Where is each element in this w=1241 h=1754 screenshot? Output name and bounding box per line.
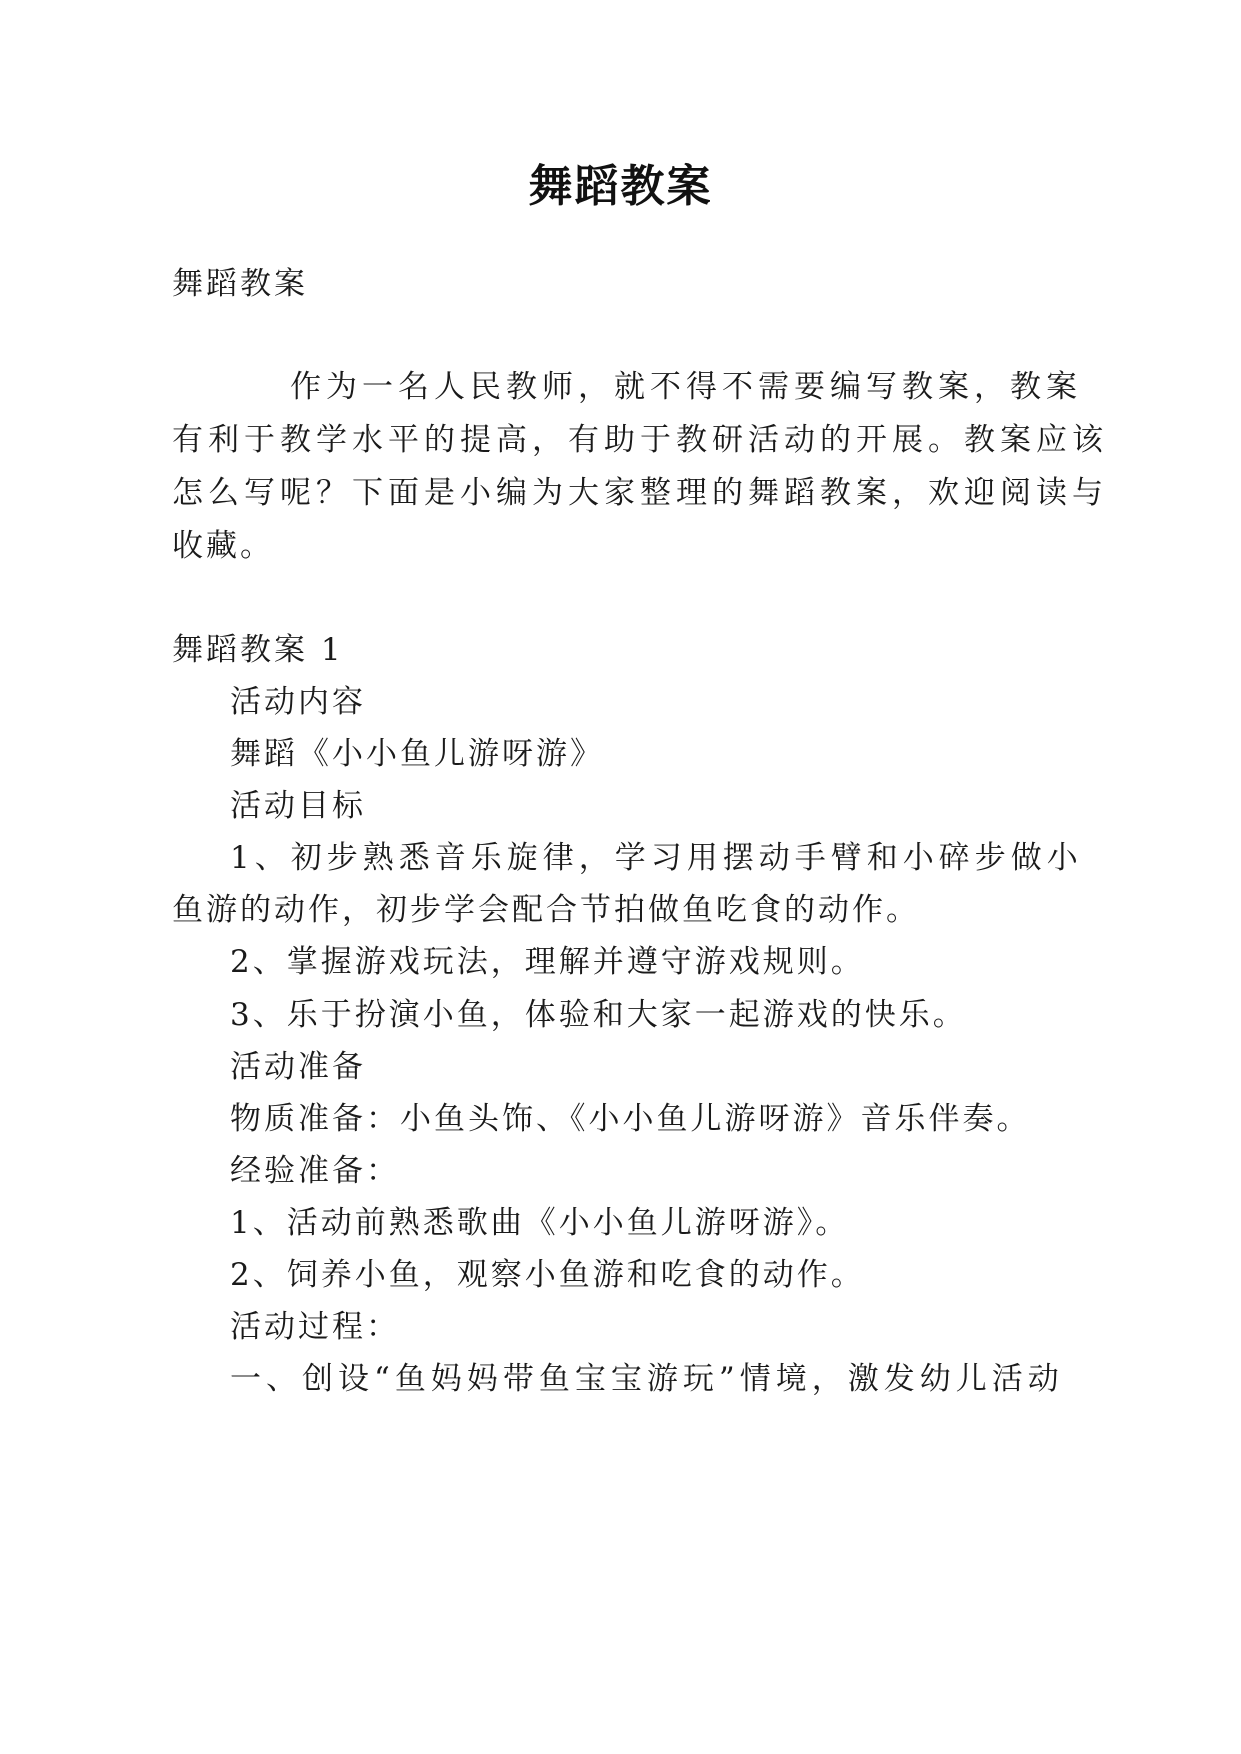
body-line-9: 物质准备：小鱼头饰、《小小鱼儿游呀游》音乐伴奏。 [230, 1101, 1031, 1137]
body-line-13: 活动过程： [230, 1309, 400, 1345]
body-line-6: 2、掌握游戏玩法，理解并遵守游戏规则。 [230, 944, 865, 980]
body-line-14: 一、创设“鱼妈妈带鱼宝宝游玩”情境，激发幼儿活动 [230, 1361, 1064, 1397]
body-line-12: 2、饲养小鱼，观察小鱼游和吃食的动作。 [230, 1257, 865, 1293]
body-line-1: 活动内容 [230, 684, 366, 720]
body-line-3: 活动目标 [230, 788, 366, 824]
intro-line-4: 收藏。 [172, 528, 274, 564]
body-line-8: 活动准备 [230, 1049, 366, 1085]
intro-line-3: 怎么写呢？下面是小编为大家整理的舞蹈教案，欢迎阅读与 [172, 475, 1108, 511]
body-line-10: 经验准备： [230, 1153, 400, 1189]
body-line-4: 1、初步熟悉音乐旋律，学习用摆动手臂和小碎步做小 [230, 840, 1083, 876]
body-line-7: 3、乐于扮演小鱼，体验和大家一起游戏的快乐。 [230, 997, 967, 1033]
body-line-2: 舞蹈《小小鱼儿游呀游》 [230, 736, 604, 772]
document-title: 舞蹈教案 [528, 161, 713, 212]
body-line-11: 1、活动前熟悉歌曲《小小鱼儿游呀游》。 [230, 1205, 850, 1241]
intro-line-1: 作为一名人民教师，就不得不需要编写教案，教案 [290, 369, 1082, 405]
section-heading: 舞蹈教案 1 [172, 632, 344, 668]
body-line-5: 鱼游的动作，初步学会配合节拍做鱼吃食的动作。 [172, 892, 920, 928]
intro-line-2: 有利于教学水平的提高，有助于教研活动的开展。教案应该 [172, 422, 1108, 458]
document-subtitle: 舞蹈教案 [172, 266, 308, 302]
